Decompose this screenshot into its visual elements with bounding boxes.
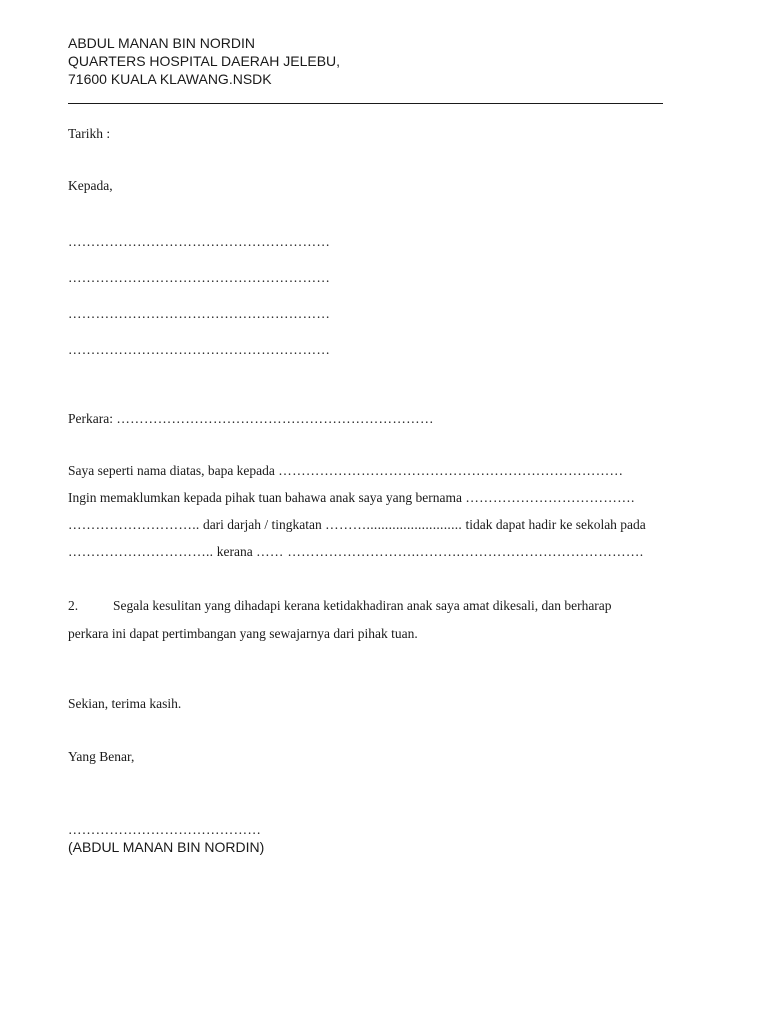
paragraph1-line3-text-a: dari darjah / tingkatan: [202, 517, 322, 532]
signature-line: ……………………………………: [68, 822, 262, 837]
paragraph1-line1-text: Saya seperti nama diatas, bapa kepada: [68, 463, 275, 478]
signatory-name: (ABDUL MANAN BIN NORDIN): [68, 839, 265, 855]
recipient-blank-line-4: …………………………………………………: [68, 342, 331, 357]
paragraph1-line4-blank-b: …… ……………………….……….………………………………….: [256, 544, 644, 559]
recipient-blank-line-1: …………………………………………………: [68, 234, 331, 249]
paragraph1-line3-text-b: tidak dapat hadir ke sekolah pada: [465, 517, 646, 532]
recipient-blank-line-2: …………………………………………………: [68, 270, 331, 285]
paragraph1-line2: [68, 490, 635, 506]
paragraph1-line3-blank-a: ………………………..: [68, 517, 200, 532]
header-divider: [68, 103, 663, 104]
paragraph1-line3-blank-b: ………..........................: [325, 517, 463, 532]
paragraph1-line4: [68, 544, 643, 560]
paragraph2-line1-text: Segala kesulitan yang dihadapi kerana ketidakhadiran anak saya amat dikesali, dan berharap: [113, 598, 612, 613]
paragraph1-line1: [68, 463, 623, 479]
paragraph1-line4-blank-a: …………………………..: [68, 544, 214, 559]
subject-label: Perkara:: [68, 411, 113, 426]
sender-address-line2: 71600 KUALA KLAWANG.NSDK: [68, 71, 272, 87]
paragraph1-line3: [68, 517, 646, 533]
paragraph1-line2-text: Ingin memaklumkan kepada pihak tuan bahawa anak saya yang bernama: [68, 490, 462, 505]
recipient-blank-line-3: …………………………………………………: [68, 306, 331, 321]
paragraph2-line1: [68, 598, 612, 614]
paragraph1-line1-blank: …………………………………………………………………: [278, 463, 624, 478]
sign-off-text: Yang Benar,: [68, 749, 135, 764]
sender-address-line1: QUARTERS HOSPITAL DAERAH JELEBU,: [68, 53, 341, 69]
subject-line: [68, 411, 434, 427]
closing-text: Sekian, terima kasih.: [68, 696, 182, 711]
recipient-label: Kepada,: [68, 178, 113, 193]
date-label: Tarikh :: [68, 126, 111, 141]
subject-blank: ……………………………………………………………: [116, 411, 434, 426]
paragraph1-line2-blank: ……………………………….: [465, 490, 635, 505]
paragraph1-line4-text: kerana: [216, 544, 253, 559]
sender-name: ABDUL MANAN BIN NORDIN: [68, 35, 255, 51]
paragraph2-number: 2.: [68, 598, 79, 613]
paragraph2-line2: perkara ini dapat pertimbangan yang sewajarnya dari pihak tuan.: [68, 626, 418, 641]
